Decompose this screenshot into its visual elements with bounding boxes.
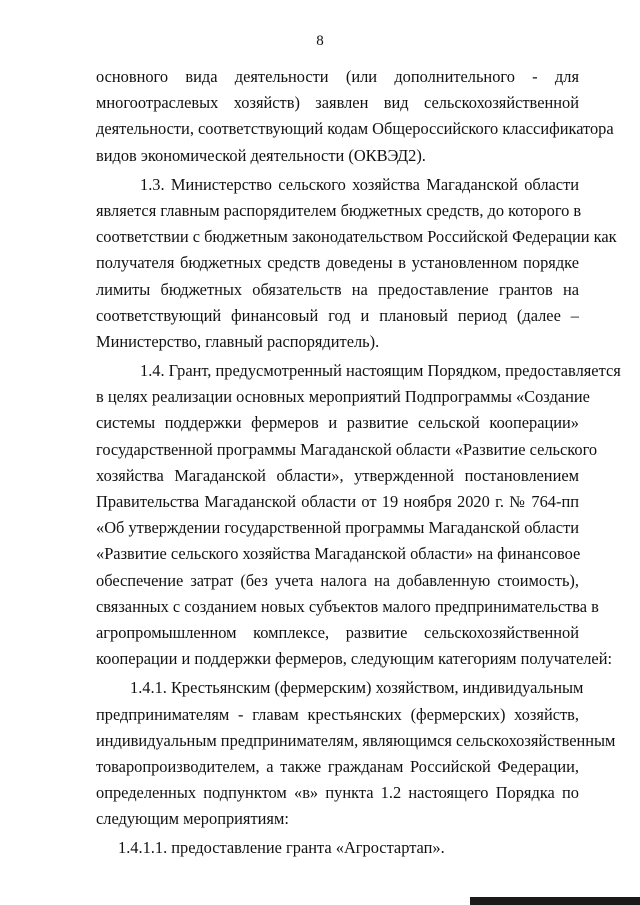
text-line: государственной программы Магаданской области «Развитие сельского: [96, 439, 598, 459]
text-line: деятельности, соответствующий кодам Общероссийского классификатора: [96, 119, 614, 139]
text-line: обеспечение затрат (без учета налога на добавленную стоимость),: [96, 570, 579, 590]
text-line: в целях реализации основных мероприятий Подпрограммы «Создание: [96, 387, 590, 407]
text-line: предпринимателям - главам крестьянских (фермерских) хозяйств,: [96, 704, 579, 724]
text-line: хозяйства Магаданской области», утвержденной постановлением: [96, 465, 579, 485]
paragraph-1-4-1-start: 1.4.1. Крестьянским (фермерским) хозяйством, индивидуальным: [130, 678, 584, 698]
text-line: следующим мероприятиям:: [96, 809, 289, 829]
scan-edge-mark: [470, 897, 640, 905]
text-line: получателя бюджетных средств доведены в установленном порядке: [96, 253, 579, 273]
text-line: определенных подпунктом «в» пункта 1.2 настоящего Порядка по: [96, 783, 579, 803]
text-line: индивидуальным предпринимателям, являющимся сельскохозяйственным: [96, 730, 616, 750]
text-line: лимиты бюджетных обязательств на предоставление грантов на: [96, 279, 579, 299]
text-line: Министерство, главный распорядитель).: [96, 331, 380, 351]
text-line: кооперации и поддержки фермеров, следующим категориям получателей:: [96, 649, 613, 669]
text-line: товаропроизводителем, а также гражданам Российской Федерации,: [96, 756, 579, 776]
text-line: многоотраслевых хозяйств) заявлен вид сельскохозяйственной: [96, 93, 579, 113]
text-line: «Развитие сельского хозяйства Магаданской области» на финансовое: [96, 544, 581, 564]
paragraph-1-3-start: 1.3. Министерство сельского хозяйства Магаданской области: [140, 174, 579, 194]
text-line: агропромышленном комплексе, развитие сельскохозяйственной: [96, 622, 579, 642]
text-line: связанных с созданием новых субъектов малого предпринимательства в: [96, 596, 599, 616]
text-line: является главным распорядителем бюджетных средств, до которого в: [96, 200, 582, 220]
text-line: соответствующий финансовый год и плановый период (далее –: [96, 305, 579, 325]
paragraph-1-4-1-1: 1.4.1.1. предоставление гранта «Агростартап».: [118, 838, 445, 858]
text-line: Правительства Магаданской области от 19 ноября 2020 г. № 764-пп: [96, 492, 579, 511]
text-line: системы поддержки фермеров и развитие сельской кооперации»: [96, 413, 579, 433]
paragraph-1-4-start: 1.4. Грант, предусмотренный настоящим Порядком, предоставляется: [140, 361, 621, 381]
text-line: видов экономической деятельности (ОКВЭД2).: [96, 145, 426, 165]
page-number: 8: [316, 33, 324, 49]
document-body: [96, 64, 621, 862]
text-line: основного вида деятельности (или дополнительного - для: [96, 67, 579, 86]
text-line: соответствии с бюджетным законодательством Российской Федерации как: [96, 227, 617, 247]
text-line: «Об утверждении государственной программы Магаданской области: [96, 518, 579, 538]
